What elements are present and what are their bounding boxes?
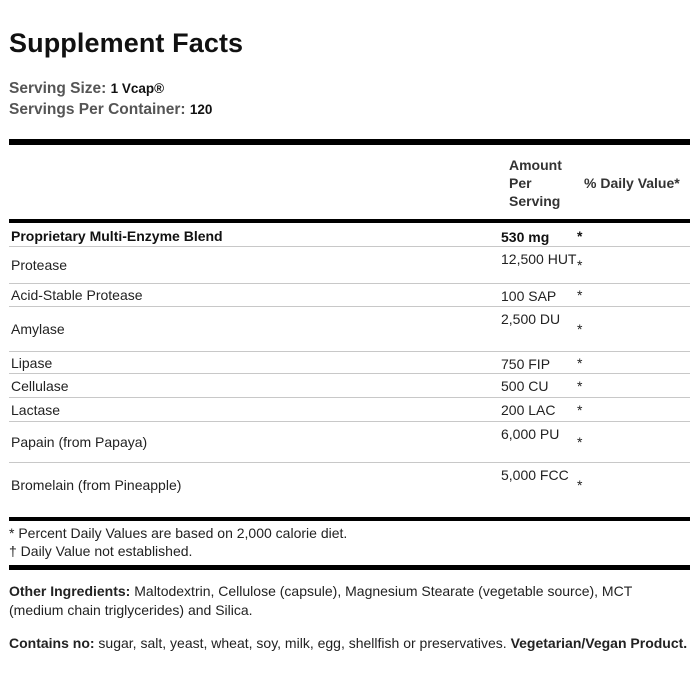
contains-no-text: sugar, salt, yeast, wheat, soy, milk, egg, shellfish or preservatives.: [94, 635, 511, 651]
percent-dv-footnote: * Percent Daily Values are based on 2,000 calorie diet.: [9, 525, 348, 541]
table-row: [9, 422, 690, 463]
footnote-divider: [9, 565, 690, 570]
ingredient-daily-value: *: [577, 374, 690, 398]
servings-per-container-value: 120: [189, 102, 213, 117]
ingredient-daily-value: *: [577, 225, 690, 247]
ingredient-name: Acid-Stable Protease: [9, 284, 501, 307]
ingredient-daily-value: *: [577, 284, 690, 307]
ingredient-amount: 750 FIP: [501, 352, 577, 374]
ingredient-daily-value: *: [577, 307, 690, 352]
page-title: Supplement Facts: [9, 28, 244, 58]
ingredient-name: Proprietary Multi-Enzyme Blend: [9, 225, 501, 247]
top-divider: [9, 139, 690, 145]
ingredient-daily-value: *: [577, 398, 690, 422]
table-row: [9, 352, 690, 374]
vegetarian-vegan-note: Vegetarian/Vegan Product.: [510, 635, 688, 651]
servings-per-container: [9, 101, 212, 119]
ingredient-amount: 200 LAC: [501, 398, 577, 422]
ingredient-amount: 100 SAP: [501, 284, 577, 307]
table-row: [9, 284, 690, 307]
ingredient-amount: 2,500 DU: [501, 307, 577, 352]
table-bottom-divider: [9, 517, 690, 521]
ingredient-name: Papain (from Papaya): [9, 422, 501, 463]
servings-per-container-label: Servings Per Container:: [9, 101, 186, 118]
ingredient-amount: 12,500 HUT: [501, 247, 577, 284]
table-row: [9, 225, 690, 247]
serving-size: [9, 80, 164, 98]
supplement-facts-table: [9, 225, 690, 508]
amount-header-line1: Amount: [509, 157, 562, 173]
ingredient-daily-value: *: [577, 352, 690, 374]
ingredient-daily-value: *: [577, 477, 583, 494]
ingredient-daily-value: *: [577, 422, 690, 463]
ingredient-daily-value: *: [577, 247, 690, 284]
ingredient-amount: 6,000 PU: [501, 422, 577, 463]
other-ingredients-text: Maltodextrin, Cellulose (capsule), Magnesium Stearate (vegetable source), MCT (medium chain triglycerides) and Silica.: [9, 583, 632, 618]
ingredient-name: Amylase: [9, 307, 501, 352]
serving-size-label: Serving Size:: [9, 80, 107, 97]
contains-no-label: Contains no:: [9, 635, 95, 651]
ingredient-name: Lipase: [9, 352, 501, 374]
ingredient-name: Cellulase: [9, 374, 501, 398]
amount-per-serving-header: [509, 156, 562, 210]
ingredient-name: Bromelain (from Pineapple): [11, 477, 182, 494]
other-ingredients: [9, 582, 689, 620]
ingredient-amount: 5,000 FCC: [501, 467, 569, 483]
daily-value-header: % Daily Value*: [584, 175, 680, 191]
serving-size-value: 1 Vcap®: [110, 81, 165, 96]
ingredient-name: Protease: [9, 247, 501, 284]
table-row: [9, 374, 690, 398]
dagger-footnote: † Daily Value not established.: [9, 543, 193, 559]
contains-no: [9, 634, 689, 653]
table-row: [9, 398, 690, 422]
ingredient-amount: 500 CU: [501, 374, 577, 398]
ingredient-name: Lactase: [9, 398, 501, 422]
table-row: [9, 247, 690, 284]
table-row: [9, 307, 690, 352]
header-divider: [9, 219, 690, 223]
other-ingredients-label: Other Ingredients:: [9, 583, 131, 599]
table-row: [9, 463, 690, 508]
ingredient-amount: 530 mg: [501, 225, 577, 247]
amount-header-line2: Per: [509, 175, 532, 191]
amount-header-line3: Serving: [509, 193, 561, 209]
